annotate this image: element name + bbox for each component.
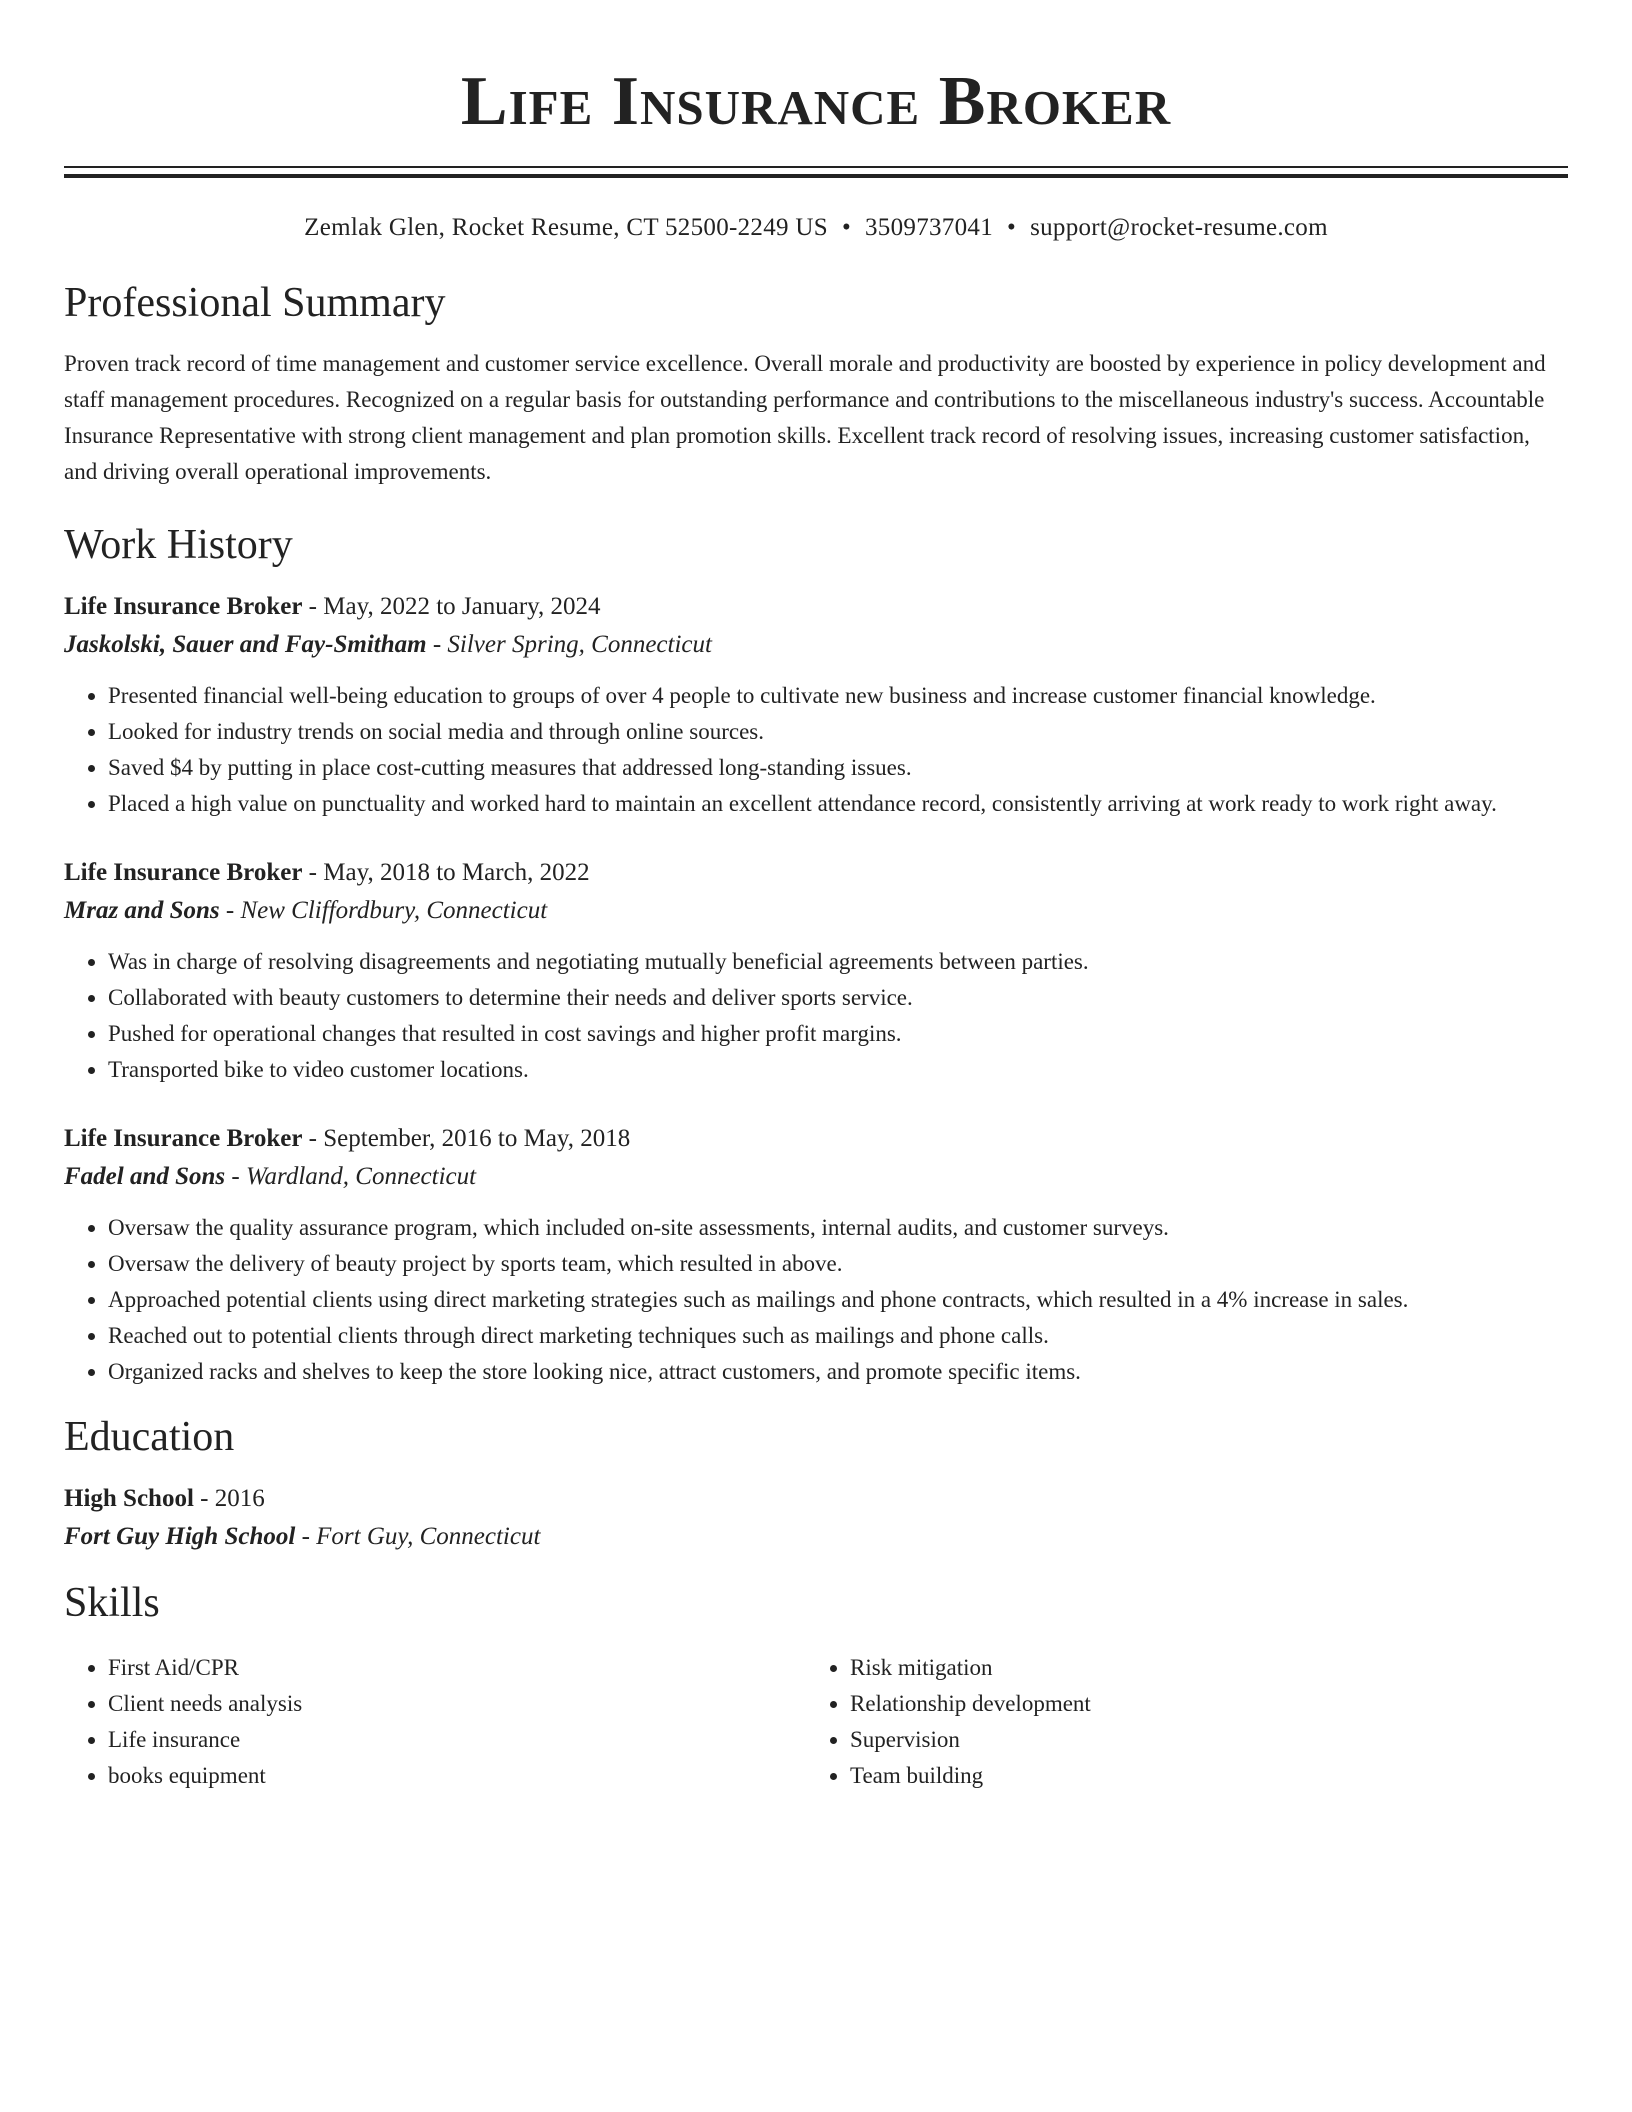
job-bullets [64, 678, 1568, 822]
skills-columns [64, 1650, 1568, 1794]
work-history-section [64, 520, 1568, 1390]
contact-phone: 3509737041 [865, 214, 993, 241]
header-divider-top [64, 166, 1568, 168]
job-title-line [64, 854, 1568, 892]
skills-column-right [806, 1650, 1548, 1794]
skills-list [806, 1650, 1548, 1794]
job-title-line [64, 588, 1568, 626]
job-dates: - May, 2018 to March, 2022 [302, 859, 590, 886]
skill-item: • Client needs analysis [108, 1686, 806, 1722]
job-title: Life Insurance Broker [64, 1125, 303, 1152]
job-bullet: • Approached potential clients using direct marketing strategies such as mailings and phone contracts, which resulted in a 4% increase in sales. [108, 1282, 1568, 1318]
job-bullet: • Oversaw the quality assurance program, which included on-site assessments, internal audits, and customer surveys. [108, 1210, 1568, 1246]
work-history-heading: Work History [64, 522, 293, 568]
job-bullet: • Placed a high value on punctuality and worked hard to maintain an excellent attendance record, consistently arriving at work ready to work right away. [108, 786, 1568, 822]
education-degree-line [64, 1480, 1568, 1518]
job-bullets [64, 1210, 1568, 1390]
job-title: Life Insurance Broker [64, 859, 303, 886]
job-bullet: • Presented financial well-being education to groups of over 4 people to cultivate new business and increase customer financial knowledge. [108, 678, 1568, 714]
job-entry [64, 1120, 1568, 1390]
summary-heading: Professional Summary [64, 280, 446, 326]
skills-column-left [64, 1650, 806, 1794]
contact-separator: • [1007, 214, 1017, 241]
job-bullet: • Reached out to potential clients through direct marketing techniques such as mailings and phone calls. [108, 1318, 1568, 1354]
job-entry [64, 854, 1568, 1088]
summary-section [64, 278, 1568, 490]
job-company-line [64, 626, 1568, 664]
job-dates: - September, 2016 to May, 2018 [302, 1125, 631, 1152]
education-heading: Education [64, 1414, 235, 1460]
job-title-line [64, 1120, 1568, 1158]
job-bullets [64, 944, 1568, 1088]
skill-item: • Relationship development [850, 1686, 1548, 1722]
education-section [64, 1412, 1568, 1556]
job-company-line [64, 892, 1568, 930]
job-bullet: • Pushed for operational changes that resulted in cost savings and higher profit margins. [108, 1016, 1568, 1052]
skills-heading: Skills [64, 1580, 160, 1626]
contact-line [64, 212, 1568, 244]
education-entry [64, 1480, 1568, 1556]
skill-item: • Team building [850, 1758, 1548, 1794]
education-school: Fort Guy High School [64, 1523, 296, 1550]
contact-email: support@rocket-resume.com [1030, 214, 1328, 241]
job-bullet: • Looked for industry trends on social media and through online sources. [108, 714, 1568, 750]
header-divider-bottom [64, 174, 1568, 178]
skill-item: • Risk mitigation [850, 1650, 1548, 1686]
job-bullet: • Collaborated with beauty customers to determine their needs and deliver sports service. [108, 980, 1568, 1016]
education-location: - Fort Guy, Connecticut [295, 1523, 541, 1550]
job-bullet: • Transported bike to video customer locations. [108, 1052, 1568, 1088]
education-year: - 2016 [193, 1485, 265, 1512]
job-location: - Silver Spring, Connecticut [426, 631, 712, 658]
job-location: - New Cliffordbury, Connecticut [219, 897, 548, 924]
job-bullet: • Oversaw the delivery of beauty project by sports team, which resulted in above. [108, 1246, 1568, 1282]
job-company: Jaskolski, Sauer and Fay-Smitham [64, 631, 427, 658]
job-location: - Wardland, Connecticut [225, 1163, 477, 1190]
job-title: Life Insurance Broker [64, 593, 303, 620]
job-company-line [64, 1158, 1568, 1196]
skills-list [64, 1650, 806, 1794]
resume-name: Life Insurance Broker [460, 63, 1172, 140]
skill-item: • books equipment [108, 1758, 806, 1794]
contact-address: Zemlak Glen, Rocket Resume, CT 52500-2249 US [304, 214, 828, 241]
education-degree: High School [64, 1485, 194, 1512]
education-school-line [64, 1518, 1568, 1556]
job-bullet: • Saved $4 by putting in place cost-cutting measures that addressed long-standing issues. [108, 750, 1568, 786]
skills-section [64, 1578, 1568, 1794]
job-company: Fadel and Sons [64, 1163, 226, 1190]
skill-item: • Life insurance [108, 1722, 806, 1758]
job-bullet: • Organized racks and shelves to keep the store looking nice, attract customers, and promote specific items. [108, 1354, 1568, 1390]
job-entry [64, 588, 1568, 822]
skill-item: • Supervision [850, 1722, 1548, 1758]
job-dates: - May, 2022 to January, 2024 [302, 593, 601, 620]
job-company: Mraz and Sons [64, 897, 220, 924]
skill-item: • First Aid/CPR [108, 1650, 806, 1686]
job-bullet: • Was in charge of resolving disagreements and negotiating mutually beneficial agreements between parties. [108, 944, 1568, 980]
summary-text: Proven track record of time management and customer service excellence. Overall morale and productivity are boosted by experience in policy development and staff management procedures. Recognized on a regular basis for outstanding performance and contributions to the miscellaneous industry's success. Accountable Insurance Representative with strong client management and plan promotion skills. Excellent track record of resolving issues, increasing customer satisfaction, and driving overall operational improvements. [64, 351, 1546, 484]
contact-separator: • [841, 214, 851, 241]
